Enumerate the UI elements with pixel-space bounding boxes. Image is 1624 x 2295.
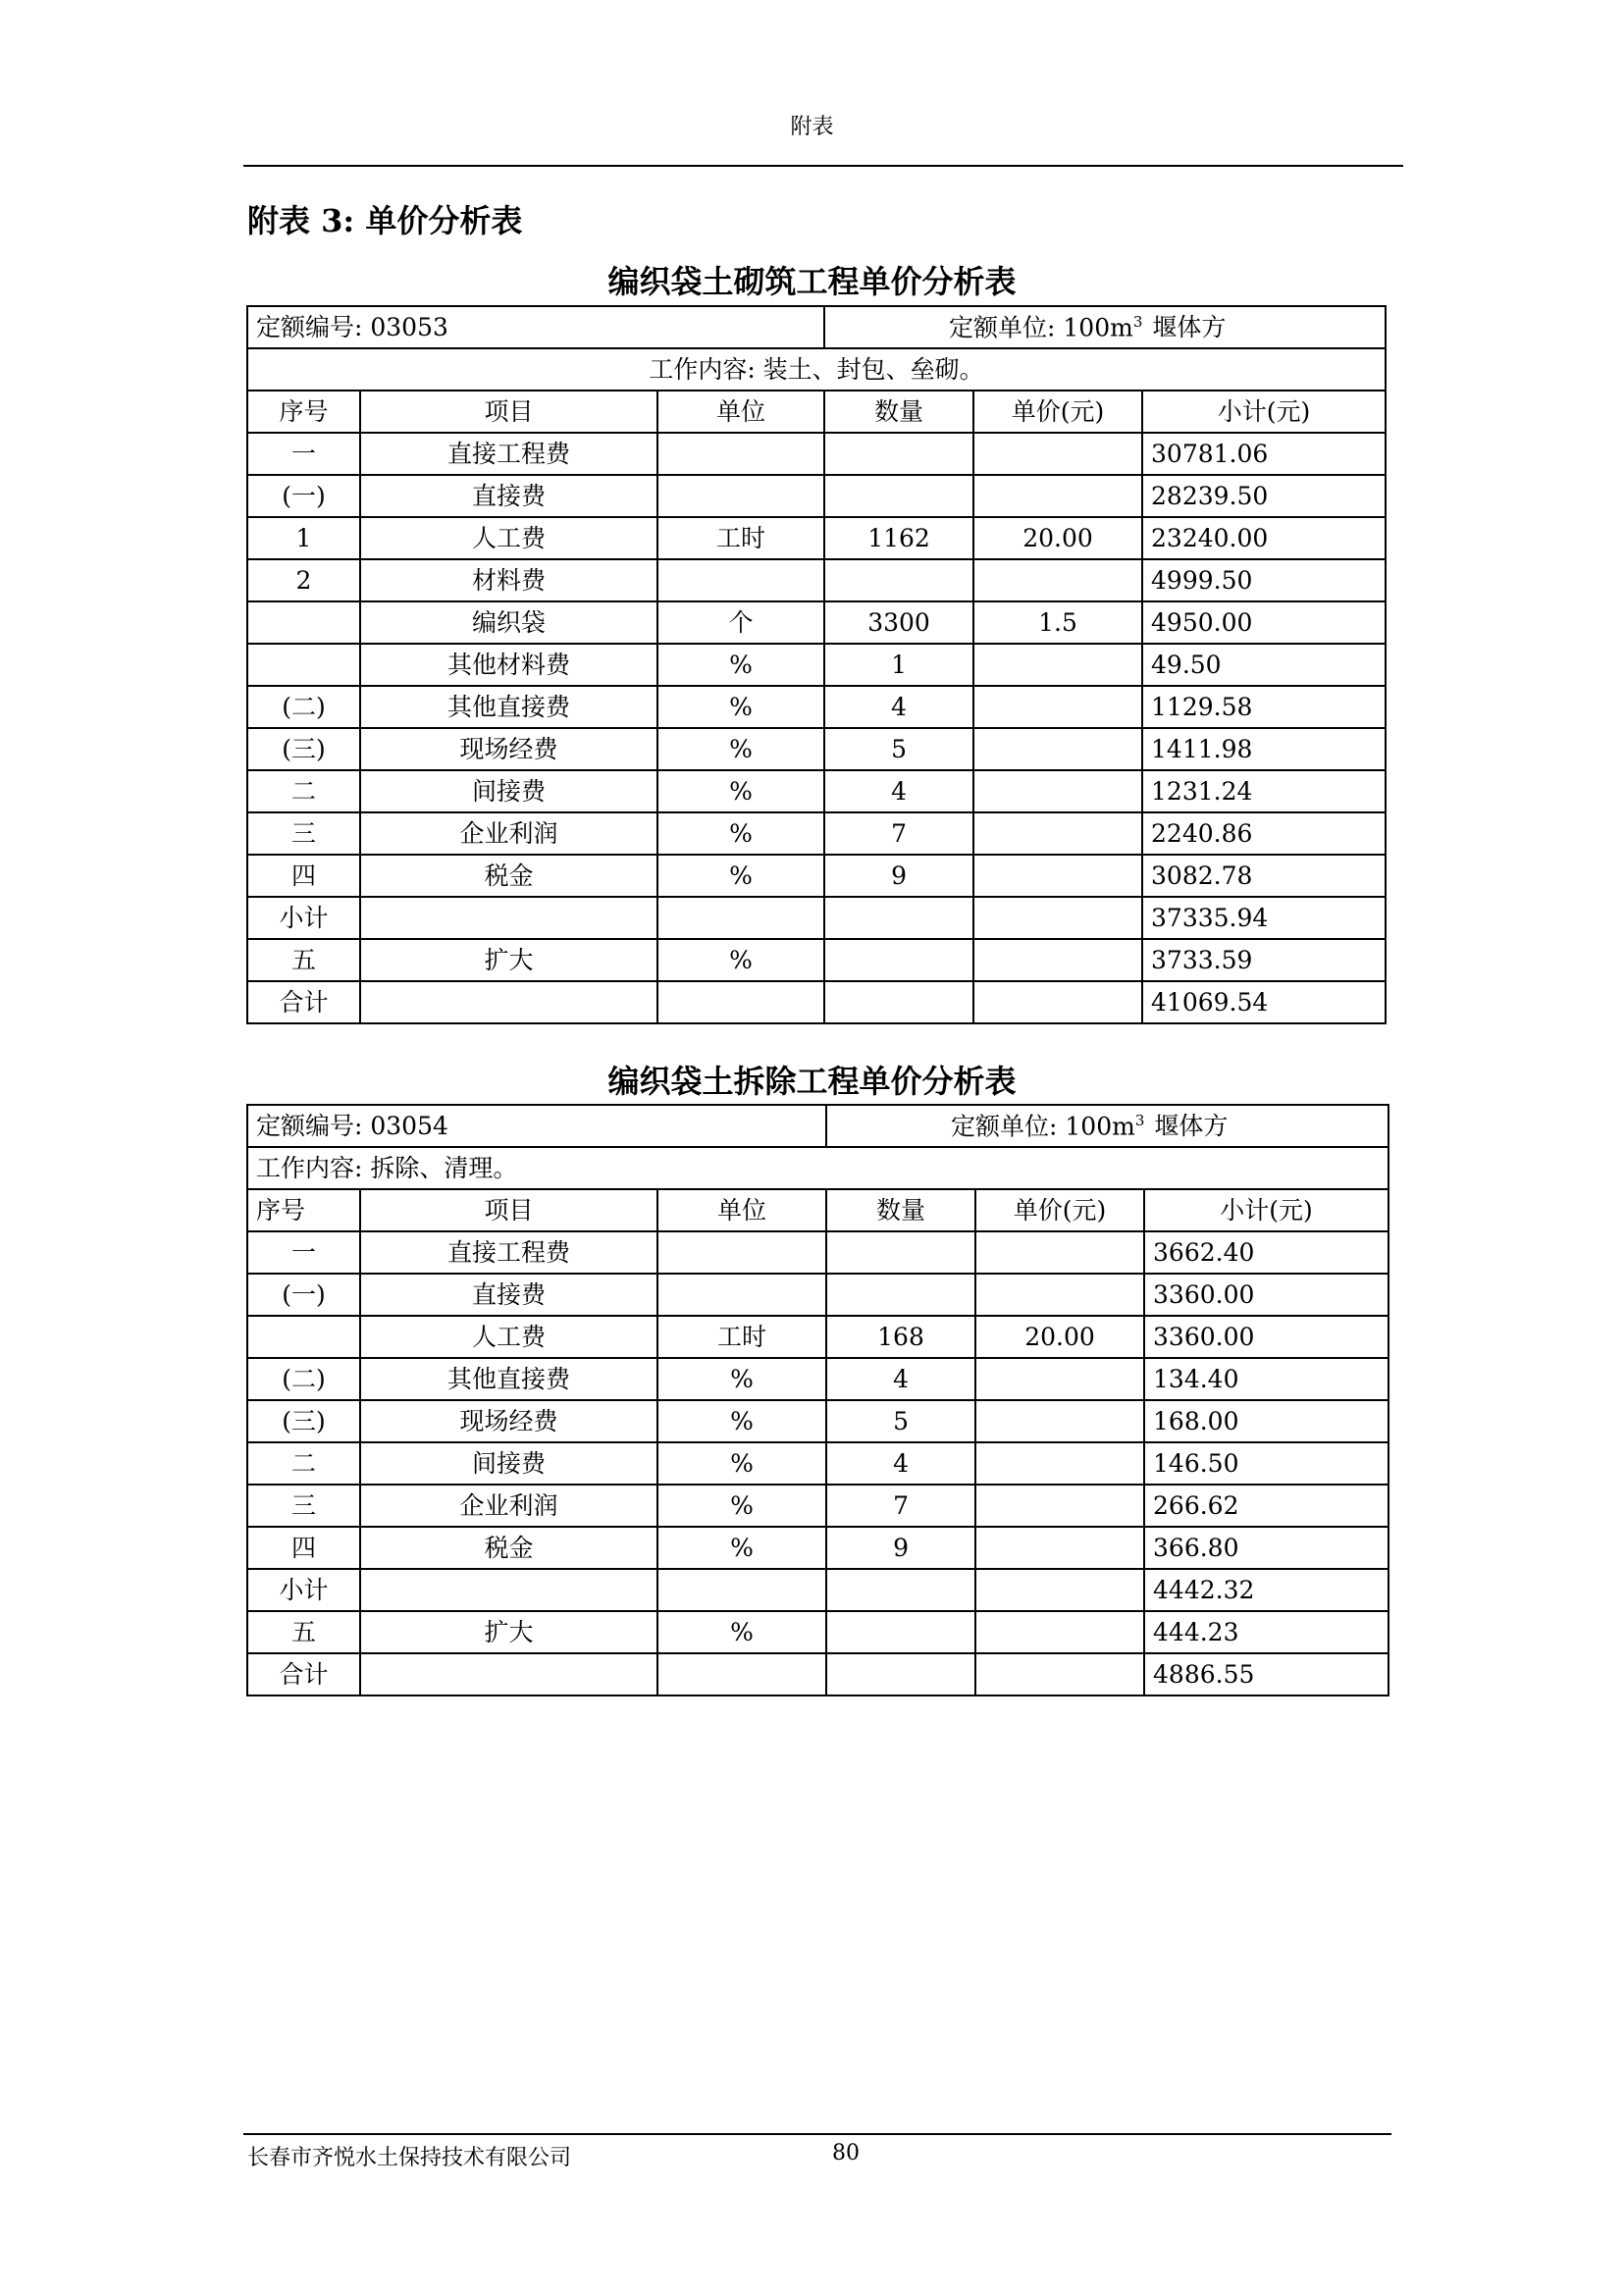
cell-unit: 工时 — [657, 517, 824, 559]
cell-subtotal: 30781.06 — [1142, 433, 1386, 475]
cell-item: 现场经费 — [360, 728, 657, 770]
cell-unit: % — [657, 686, 824, 728]
cell-subtotal: 2240.86 — [1142, 812, 1386, 855]
table-row — [247, 644, 1386, 686]
table-row — [247, 981, 1386, 1023]
cell-subtotal: 266.62 — [1144, 1485, 1388, 1527]
footer-company: 长春市齐悦水土保持技术有限公司 — [247, 2146, 572, 2170]
cell-subtotal: 37335.94 — [1142, 897, 1386, 939]
table-row — [247, 770, 1386, 812]
cell-unit-price: 1.5 — [973, 601, 1142, 644]
cell-unit — [657, 433, 824, 475]
cell-quantity: 4 — [824, 770, 973, 812]
cell-index: 合计 — [247, 1653, 360, 1695]
table2-unit-price-analysis — [246, 1104, 1389, 1696]
cell-quantity: 9 — [824, 855, 973, 897]
cell-unit-price — [975, 1400, 1144, 1442]
table-row — [247, 812, 1386, 855]
table-row — [247, 1358, 1388, 1400]
cell-subtotal: 146.50 — [1144, 1442, 1388, 1485]
cell-index — [247, 1316, 360, 1358]
cell-subtotal: 3360.00 — [1144, 1274, 1388, 1316]
cell-unit: % — [657, 812, 824, 855]
cell-quantity — [826, 1653, 975, 1695]
cell-unit-price — [975, 1358, 1144, 1400]
cell-unit-price — [975, 1231, 1144, 1274]
cell-quantity: 5 — [826, 1400, 975, 1442]
column-header-index: 序号 — [247, 391, 360, 433]
cell-unit: % — [657, 770, 824, 812]
column-header-unit: 单位 — [657, 1189, 826, 1231]
cell-item: 现场经费 — [360, 1400, 657, 1442]
cell-index: 五 — [247, 939, 360, 981]
column-header-item: 项目 — [360, 391, 657, 433]
table1-title: 编织袋土砌筑工程单价分析表 — [607, 263, 1017, 300]
cell-quantity: 4 — [824, 686, 973, 728]
cell-index: (二) — [247, 1358, 360, 1400]
cell-unit — [657, 1231, 826, 1274]
cell-unit: % — [657, 939, 824, 981]
section-heading: 附表 3: 单价分析表 — [247, 202, 523, 239]
cell-quantity — [824, 475, 973, 517]
table-row — [247, 939, 1386, 981]
cell-index: 2 — [247, 559, 360, 601]
cell-item: 人工费 — [360, 1316, 657, 1358]
cell-subtotal: 28239.50 — [1142, 475, 1386, 517]
quota-unit: 定额单位: $100m^3$ 堰体方 — [824, 306, 1386, 348]
table-row — [247, 728, 1386, 770]
table2-title: 编织袋土拆除工程单价分析表 — [607, 1063, 1017, 1100]
table-row — [247, 601, 1386, 644]
table-row — [247, 1442, 1388, 1485]
table-row — [247, 1274, 1388, 1316]
cell-unit-price — [975, 1611, 1144, 1653]
cell-unit: 工时 — [657, 1316, 826, 1358]
cell-subtotal: 4442.32 — [1144, 1569, 1388, 1611]
cell-index: 四 — [247, 855, 360, 897]
cell-index: (二) — [247, 686, 360, 728]
cell-item: 直接工程费 — [360, 433, 657, 475]
cell-subtotal: 1231.24 — [1142, 770, 1386, 812]
cell-unit: % — [657, 1400, 826, 1442]
table-row — [247, 1527, 1388, 1569]
cell-subtotal: 49.50 — [1142, 644, 1386, 686]
cell-subtotal: 1411.98 — [1142, 728, 1386, 770]
cell-index: 三 — [247, 1485, 360, 1527]
cell-unit-price: 20.00 — [975, 1316, 1144, 1358]
cell-quantity: 7 — [826, 1485, 975, 1527]
column-header-item: 项目 — [360, 1189, 657, 1231]
cell-unit-price — [973, 686, 1142, 728]
cell-index: 二 — [247, 770, 360, 812]
cell-item: 其他直接费 — [360, 1358, 657, 1400]
table-row — [247, 1400, 1388, 1442]
cell-unit: % — [657, 1611, 826, 1653]
cell-unit-price: 20.00 — [973, 517, 1142, 559]
cell-unit — [657, 981, 824, 1023]
cell-index: 一 — [247, 1231, 360, 1274]
table2-quota-row — [247, 1105, 1388, 1147]
cell-item: 企业利润 — [360, 1485, 657, 1527]
cell-subtotal: 3733.59 — [1142, 939, 1386, 981]
cell-unit — [657, 897, 824, 939]
column-header-unit-price: 单价(元) — [973, 391, 1142, 433]
table-row — [247, 1653, 1388, 1695]
cell-item: 其他材料费 — [360, 644, 657, 686]
table-row — [247, 1231, 1388, 1274]
cell-subtotal: 23240.00 — [1142, 517, 1386, 559]
cell-quantity: 1 — [824, 644, 973, 686]
cell-subtotal: 168.00 — [1144, 1400, 1388, 1442]
cell-index — [247, 601, 360, 644]
cell-index: 一 — [247, 433, 360, 475]
cell-unit — [657, 559, 824, 601]
cell-item: 扩大 — [360, 939, 657, 981]
cell-index: (三) — [247, 728, 360, 770]
header-rule — [243, 165, 1403, 167]
cell-unit: % — [657, 1358, 826, 1400]
footer-rule — [243, 2133, 1391, 2135]
cell-index: 1 — [247, 517, 360, 559]
cell-unit: % — [657, 855, 824, 897]
table-row — [247, 1316, 1388, 1358]
column-header-subtotal: 小计(元) — [1142, 391, 1386, 433]
table1-quota-row — [247, 306, 1386, 348]
cell-unit: % — [657, 728, 824, 770]
cell-quantity — [826, 1274, 975, 1316]
cell-unit: 个 — [657, 601, 824, 644]
table-row — [247, 475, 1386, 517]
column-header-quantity: 数量 — [824, 391, 973, 433]
cell-item — [360, 981, 657, 1023]
table-row — [247, 433, 1386, 475]
cell-item: 直接费 — [360, 475, 657, 517]
cell-unit — [657, 1569, 826, 1611]
cell-subtotal: 4999.50 — [1142, 559, 1386, 601]
quota-number: 定额编号: 03053 — [247, 306, 824, 348]
column-header-unit: 单位 — [657, 391, 824, 433]
cell-unit-price — [973, 812, 1142, 855]
cell-unit-price — [975, 1653, 1144, 1695]
cell-quantity — [824, 897, 973, 939]
cell-unit-price — [973, 770, 1142, 812]
cell-unit: % — [657, 644, 824, 686]
column-header-index: 序号 — [247, 1189, 360, 1231]
cell-quantity — [826, 1569, 975, 1611]
cell-item: 直接费 — [360, 1274, 657, 1316]
cell-unit: % — [657, 1485, 826, 1527]
cell-item: 直接工程费 — [360, 1231, 657, 1274]
cell-unit — [657, 1653, 826, 1695]
cell-quantity — [826, 1611, 975, 1653]
cell-quantity — [824, 559, 973, 601]
cell-quantity: 7 — [824, 812, 973, 855]
cell-item — [360, 1653, 657, 1695]
cell-unit-price — [973, 433, 1142, 475]
cell-index: (一) — [247, 1274, 360, 1316]
cell-unit-price — [975, 1274, 1144, 1316]
cell-index: 四 — [247, 1527, 360, 1569]
cell-index: (一) — [247, 475, 360, 517]
running-header: 附表 — [790, 115, 834, 139]
cell-subtotal: 1129.58 — [1142, 686, 1386, 728]
cell-item: 企业利润 — [360, 812, 657, 855]
cell-item: 税金 — [360, 855, 657, 897]
cell-unit — [657, 1274, 826, 1316]
table2-work-content-row — [247, 1147, 1388, 1189]
cell-quantity: 3300 — [824, 601, 973, 644]
quota-unit: 定额单位: $100m^3$ 堰体方 — [826, 1105, 1388, 1147]
cell-item: 材料费 — [360, 559, 657, 601]
cell-item — [360, 897, 657, 939]
cell-subtotal: 3082.78 — [1142, 855, 1386, 897]
column-header-subtotal: 小计(元) — [1144, 1189, 1388, 1231]
cell-item: 人工费 — [360, 517, 657, 559]
cell-quantity: 9 — [826, 1527, 975, 1569]
work-content: 工作内容: 装土、封包、垒砌。 — [247, 348, 1386, 391]
cell-index: 五 — [247, 1611, 360, 1653]
cell-quantity: 4 — [826, 1358, 975, 1400]
cell-item: 扩大 — [360, 1611, 657, 1653]
cell-item: 税金 — [360, 1527, 657, 1569]
cell-unit-price — [973, 897, 1142, 939]
cell-unit-price — [973, 939, 1142, 981]
table2-header-row — [247, 1189, 1388, 1231]
cell-index: 二 — [247, 1442, 360, 1485]
table-row — [247, 559, 1386, 601]
column-header-quantity: 数量 — [826, 1189, 975, 1231]
cell-item: 间接费 — [360, 770, 657, 812]
cell-index: 小计 — [247, 1569, 360, 1611]
cell-unit-price — [973, 644, 1142, 686]
table-row — [247, 855, 1386, 897]
cell-item — [360, 1569, 657, 1611]
cell-unit-price — [975, 1442, 1144, 1485]
table2-body — [247, 1105, 1388, 1695]
cell-index: 小计 — [247, 897, 360, 939]
cell-item: 编织袋 — [360, 601, 657, 644]
table-row — [247, 897, 1386, 939]
cell-index: 合计 — [247, 981, 360, 1023]
work-content: 工作内容: 拆除、清理。 — [247, 1147, 1388, 1189]
cell-quantity — [824, 433, 973, 475]
table1-work-content-row — [247, 348, 1386, 391]
cell-unit-price — [973, 855, 1142, 897]
cell-unit-price — [973, 728, 1142, 770]
cell-subtotal: 3360.00 — [1144, 1316, 1388, 1358]
cell-unit: % — [657, 1442, 826, 1485]
cell-subtotal: 4950.00 — [1142, 601, 1386, 644]
cell-subtotal: 41069.54 — [1142, 981, 1386, 1023]
cell-unit-price — [975, 1485, 1144, 1527]
cell-item: 其他直接费 — [360, 686, 657, 728]
cell-quantity — [824, 939, 973, 981]
cell-quantity: 4 — [826, 1442, 975, 1485]
cell-quantity: 168 — [826, 1316, 975, 1358]
cell-unit-price — [973, 559, 1142, 601]
cell-unit-price — [975, 1527, 1144, 1569]
cell-quantity: 5 — [824, 728, 973, 770]
cell-item: 间接费 — [360, 1442, 657, 1485]
cell-subtotal: 4886.55 — [1144, 1653, 1388, 1695]
cell-subtotal: 366.80 — [1144, 1527, 1388, 1569]
table1-header-row — [247, 391, 1386, 433]
cell-quantity — [826, 1231, 975, 1274]
cell-unit-price — [973, 475, 1142, 517]
table-row — [247, 1569, 1388, 1611]
cell-unit-price — [975, 1569, 1144, 1611]
cell-index: 三 — [247, 812, 360, 855]
cell-subtotal: 3662.40 — [1144, 1231, 1388, 1274]
table1-body — [247, 306, 1386, 1023]
cell-unit — [657, 475, 824, 517]
cell-quantity: 1162 — [824, 517, 973, 559]
cell-index — [247, 644, 360, 686]
table-row — [247, 517, 1386, 559]
table-row — [247, 1611, 1388, 1653]
table1-unit-price-analysis — [246, 305, 1387, 1024]
table-row — [247, 686, 1386, 728]
cell-unit-price — [973, 981, 1142, 1023]
cell-unit: % — [657, 1527, 826, 1569]
cell-quantity — [824, 981, 973, 1023]
table-row — [247, 1485, 1388, 1527]
quota-number: 定额编号: 03054 — [247, 1105, 826, 1147]
cell-subtotal: 134.40 — [1144, 1358, 1388, 1400]
column-header-unit-price: 单价(元) — [975, 1189, 1144, 1231]
cell-index: (三) — [247, 1400, 360, 1442]
cell-subtotal: 444.23 — [1144, 1611, 1388, 1653]
page-number: 80 — [832, 2141, 860, 2165]
